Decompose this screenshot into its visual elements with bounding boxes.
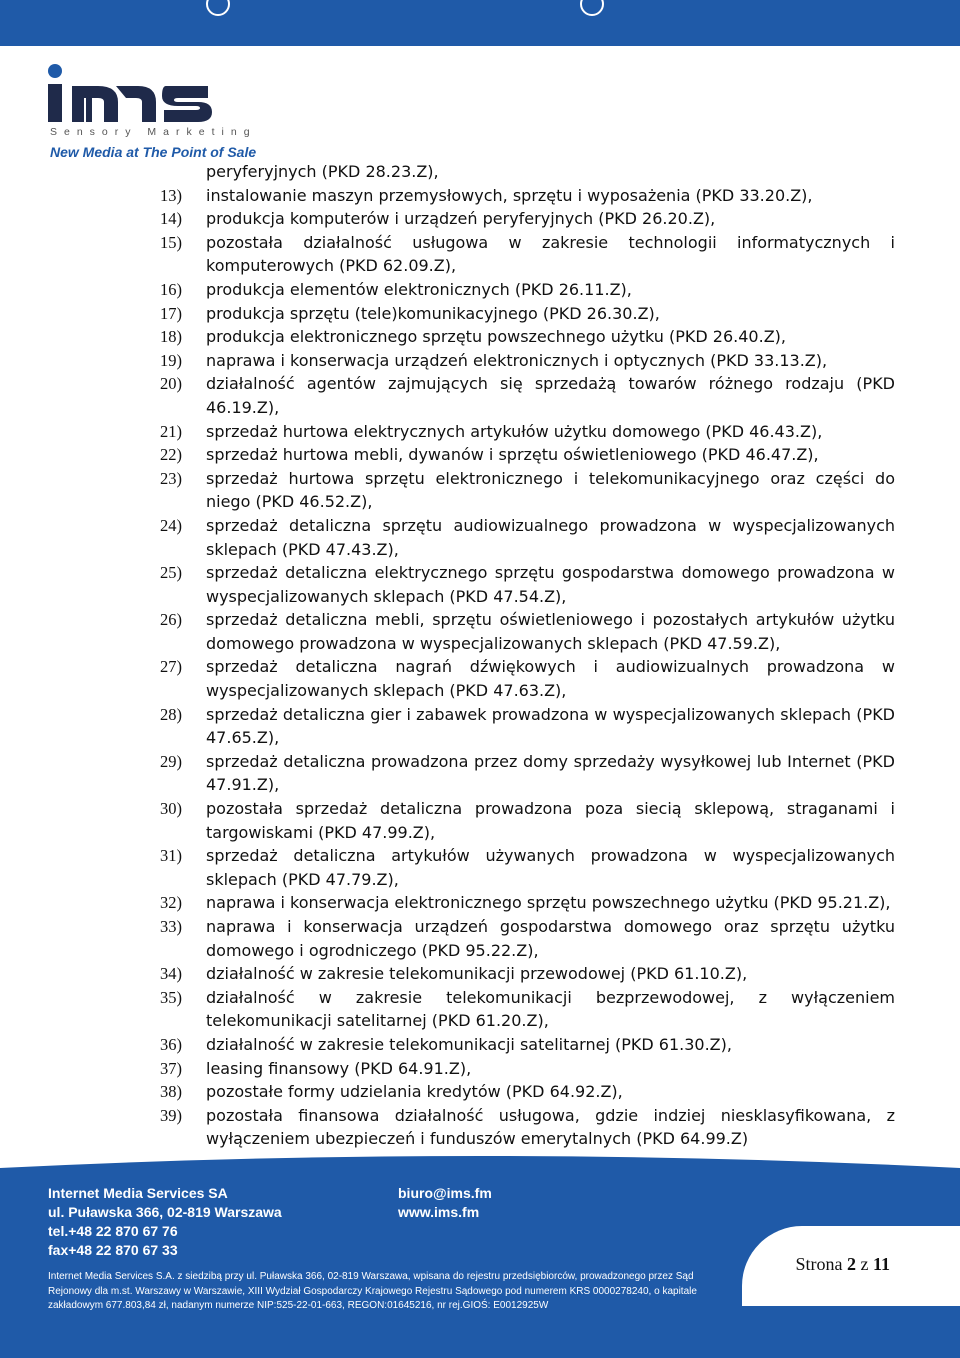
page-number [795,1254,890,1275]
list-item-text: pozostała sprzedaż detaliczna prowadzona poza siecią sklepową, straganami i targowiskami (PKD 47.99.Z), [206,799,895,842]
list-item [150,655,895,702]
footer-online [398,1184,492,1222]
list-item-number: 19) [160,350,182,370]
list-item-text: sprzedaż detaliczna mebli, sprzętu oświetleniowego i pozostałych artykułów użytku domowego prowadzona w wyspecjalizowanych sklepach (PKD 47.59.Z), [206,610,895,653]
list-item-text: sprzedaż detaliczna prowadzona przez domy sprzedaży wysyłkowej lub Internet (PKD 47.91.Z), [206,751,895,795]
footer-contact [48,1184,282,1260]
page-sep: z [860,1254,869,1274]
list-item-number [150,160,206,184]
list-item [150,750,895,797]
list-item-text: działalność w zakresie telekomunikacji bezprzewodowej, z wyłączeniem telekomunikacji satelitarnej (PKD 61.20.Z), [206,987,895,1031]
list-item-text: sprzedaż detaliczna gier i zabawek prowadzona w wyspecjalizowanych sklepach (PKD 47.65.Z), [206,704,895,748]
list-item-text: pozostała działalność usługowa w zakresie technologii informatycznych i komputerowych (PKD 62.09.Z), [206,232,895,276]
list-item-number: 14) [160,209,182,229]
list-item-text: pozostała finansowa działalność usługowa, gdzie indziej niesklasyfikowana, z wyłączeniem ubezpieczeń i funduszów emerytalnych (PKD 64.99.Z) [206,1105,895,1149]
list-item-number: 33) [160,917,182,936]
list-item [150,278,895,302]
decor-circle-icon [206,0,230,16]
list-item-number: 37) [160,1058,182,1078]
footer [0,1168,960,1358]
pkd-activity-list [150,160,895,1151]
list-item-text: sprzedaż hurtowa elektrycznych artykułów użytku domowego (PKD 46.43.Z), [206,421,823,441]
list-item [150,231,895,278]
list-item-text: produkcja elektronicznego sprzętu powszechnego użytku (PKD 26.40.Z), [206,327,786,347]
list-item [150,443,895,467]
list-item [150,160,895,184]
list-item [150,514,895,561]
list-item [150,986,895,1033]
list-item-text: sprzedaż detaliczna artykułów używanych prowadzona w wyspecjalizowanych sklepach (PKD 47.79.Z), [206,846,895,889]
list-item-text: leasing finansowy (PKD 64.91.Z), [206,1058,472,1078]
list-item-number: 23) [160,468,182,488]
company-logo [46,62,276,162]
list-item-number: 16) [160,279,182,299]
list-item-number: 39) [160,1105,182,1125]
list-item-text: naprawa i konserwacja urządzeń gospodarstwa domowego oraz sprzętu użytku domowego i ogrodniczego (PKD 95.22.Z), [206,917,895,960]
footer-legal: Internet Media Services S.A. z siedzibą przy ul. Puławska 366, 02-819 Warszawa, wpisana do rejestru przedsiębiorców, prowadzonego przez Sąd Rejonowy dla m.st. Warszawy w Warszawie, XIII Wydział Gospodarczy Krajowego Rejestru Sądowego pod numerem KRS 0000278240, o kapitale zakładowym 677.803,84 zł, nadanym numerze NIP:525-22-01-663, REGON:01645216, nr rej.GIOŚ: E0012925W [48,1271,697,1311]
list-item-number: 21) [160,421,182,441]
list-item [150,1033,895,1057]
list-item-text: naprawa i konserwacja elektronicznego sprzętu powszechnego użytku (PKD 95.21.Z), [206,893,891,913]
list-item [150,561,895,608]
list-item-number: 29) [160,751,182,771]
list-item-number: 38) [160,1082,182,1102]
footer-address: ul. Puławska 366, 02-819 Warszawa [48,1204,282,1220]
list-item-text: sprzedaż detaliczna sprzętu audiowizualnego prowadzona w wyspecjalizowanych sklepach (PKD 47.43.Z), [206,515,895,559]
page-current: 2 [846,1254,856,1274]
list-item-text: działalność w zakresie telekomunikacji satelitarnej (PKD 61.30.Z), [206,1034,732,1054]
list-item [150,184,895,208]
footer-company: Internet Media Services SA [48,1185,228,1201]
footer-tel: tel.+48 22 870 67 76 [48,1223,178,1239]
page-total: 11 [872,1254,890,1274]
footer-email[interactable]: biuro@ims.fm [398,1185,492,1201]
list-item [150,207,895,231]
list-item [150,325,895,349]
footer-fax: fax+48 22 870 67 33 [48,1242,178,1258]
list-item-number: 17) [160,303,182,323]
list-item [150,915,895,962]
list-item-text: peryferyjnych (PKD 28.23.Z), [206,162,439,181]
list-item [150,608,895,655]
header-band [0,0,960,46]
list-item-text: działalność agentów zajmujących się sprzedażą towarów różnego rodzaju (PKD 46.19.Z), [206,374,895,417]
list-item-number: 22) [160,445,182,465]
list-item-number: 35) [160,987,182,1007]
list-item-text: sprzedaż hurtowa mebli, dywanów i sprzętu oświetleniowego (PKD 46.47.Z), [206,445,819,465]
list-item-text: naprawa i konserwacja urządzeń elektronicznych i optycznych (PKD 33.13.Z), [206,350,828,370]
list-item [150,372,895,419]
list-item-number: 31) [160,846,182,866]
list-item [150,703,895,750]
list-item [150,349,895,373]
list-item-number: 36) [160,1034,182,1054]
list-item-text: sprzedaż hurtowa sprzętu elektronicznego i telekomunikacyjnego oraz części do niego (PKD 46.52.Z), [206,468,895,512]
list-item-number: 32) [160,893,182,913]
ims-logo-icon [46,62,216,124]
list-item [150,797,895,844]
list-item-number: 24) [160,515,182,535]
page-prefix: Strona [795,1254,843,1274]
logo-subtitle: New Media at The Point of Sale [50,144,257,160]
decor-circle-icon [580,0,604,16]
logo-tagline: Sensory Marketing [50,126,257,138]
list-item [150,467,895,514]
list-item-number: 26) [160,610,182,630]
list-item-text: produkcja elementów elektronicznych (PKD 26.11.Z), [206,279,632,299]
list-item [150,1080,895,1104]
list-item [150,962,895,986]
list-item-number: 15) [160,232,182,252]
list-item-number: 30) [160,799,182,819]
list-item-text: pozostałe formy udzielania kredytów (PKD 64.92.Z), [206,1082,623,1102]
list-item-number: 34) [160,964,182,984]
list-item-number: 28) [160,704,182,724]
list-item-number: 25) [160,563,182,583]
list-item-number: 27) [160,657,182,677]
list-item-text: działalność w zakresie telekomunikacji przewodowej (PKD 61.10.Z), [206,964,748,984]
list-item-text: sprzedaż detaliczna elektrycznego sprzętu gospodarstwa domowego prowadzona w wyspecjalizowanych sklepach (PKD 47.54.Z), [206,563,895,606]
list-item [150,1104,895,1151]
list-item-number: 13) [160,185,182,205]
list-item-text: instalowanie maszyn przemysłowych, sprzętu i wyposażenia (PKD 33.20.Z), [206,185,813,205]
list-item [150,420,895,444]
list-item [150,891,895,915]
list-item-number: 20) [160,374,182,394]
list-item-text: sprzedaż detaliczna nagrań dźwiękowych i audiowizualnych prowadzona w wyspecjalizowanych sklepach (PKD 47.63.Z), [206,657,895,701]
list-item-text: produkcja komputerów i urządzeń peryferyjnych (PKD 26.20.Z), [206,209,716,229]
list-item [150,302,895,326]
list-item [150,1057,895,1081]
list-item-number: 18) [160,327,182,347]
list-item [150,844,895,891]
list-item-text: produkcja sprzętu (tele)komunikacyjnego (PKD 26.30.Z), [206,303,660,323]
footer-website[interactable]: www.ims.fm [398,1204,480,1220]
